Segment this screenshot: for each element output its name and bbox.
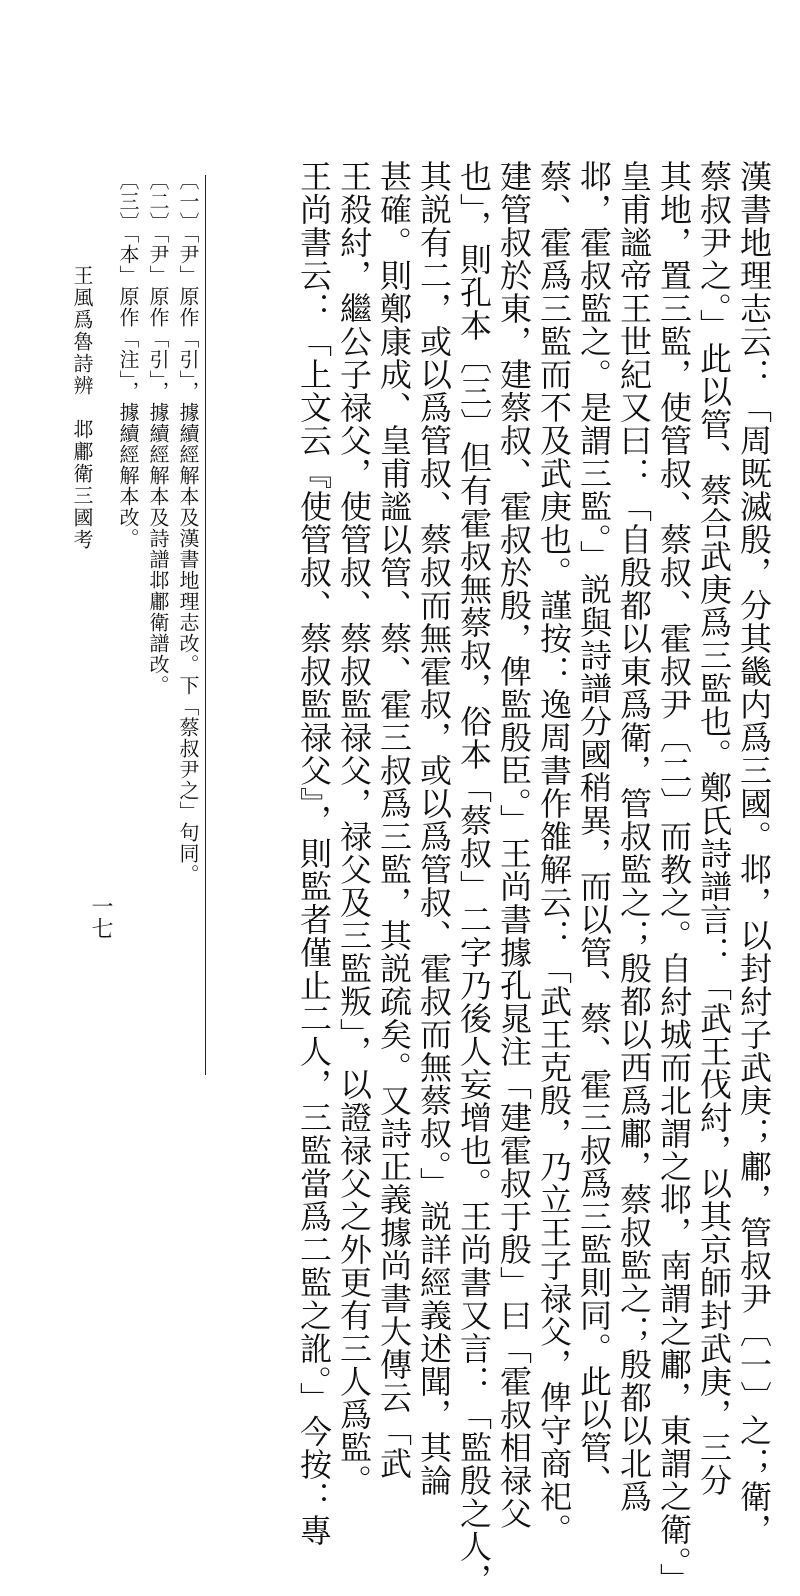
running-header-section: 邶鄘衛三國考 [70, 419, 94, 551]
footnote-3: 〔三〕「本」原作「注」，據續經解本改。 [116, 170, 140, 549]
text-column-7: 建管叔於東，建蔡叔、霍叔於殷，俾監殷臣。」王尚書據孔晁注「建霍叔于殷」曰「霍叔相禄父 [495, 160, 533, 1530]
text-column-8: 也」，則孔本〔三〕但有霍叔無蔡叔，俗本「蔡叔」二字乃後人妄增也。王尚書又言：「監殷之人， [455, 160, 493, 1596]
footnote-divider [205, 175, 206, 1075]
text-column-12: 王尚書云：「上文云『使管叔、蔡叔監禄父』，則監者僅止二人，三監當爲二監之訛。」今按：專 [295, 160, 333, 1547]
text-column-2: 蔡叔尹之。」此以管、蔡合武庚爲三監也。鄭氏詩譜言：「武王伐紂，以其京師封武庚，三分 [695, 160, 733, 1497]
text-column-10: 甚確。則鄭康成、皇甫謐以管、蔡、霍三叔爲三監，其説疏矣。又詩正義據尚書大傳云「武 [375, 160, 413, 1480]
text-column-11: 王殺紂，繼公子禄父，使管叔、蔡叔監禄父，禄父及三監叛」，以證禄父之外更有三人爲監。 [335, 160, 373, 1497]
text-column-3: 其地，置三監，使管叔、蔡叔、霍叔尹〔二〕而教之。自紂城而北謂之邶，南謂之鄘，東謂之衛。」 [655, 160, 693, 1596]
text-column-1: 漢書地理志云：「周既滅殷，分其畿内爲三國。邶，以封紂子武庚；鄘，管叔尹〔一〕之；衛， [735, 160, 773, 1546]
footnote-1: 〔一〕「尹」原作「引」，據續經解本及漢書地理志改。下「蔡叔尹之」句同。 [176, 170, 200, 885]
text-column-5: 邶，霍叔監之。是謂三監。」説與詩譜分國稍異，而以管、蔡、霍三叔爲三監則同。此以管、 [575, 160, 613, 1497]
running-header [72, 265, 92, 625]
text-column-6: 蔡、霍爲三監而不及武庚也。謹按：逸周書作雒解云：「武王克殷，乃立王子禄父，俾守商祀。 [535, 160, 573, 1546]
page-number: 一七 [88, 895, 113, 939]
running-header-book: 王風爲魯詩辨 [70, 265, 94, 397]
footnote-2: 〔二〕「尹」原作「引」，據續經解本及詩譜邶鄘衛譜改。 [146, 170, 170, 696]
text-column-9: 其説有二，或以爲管叔、蔡叔而無霍叔，或以爲管叔、霍叔而無蔡叔。」説詳經義述聞，其論 [415, 160, 453, 1497]
text-column-4: 皇甫謐帝王世紀又曰：「自殷都以東爲衛，管叔監之；殷都以西爲鄘，蔡叔監之；殷都以北爲 [615, 160, 653, 1513]
